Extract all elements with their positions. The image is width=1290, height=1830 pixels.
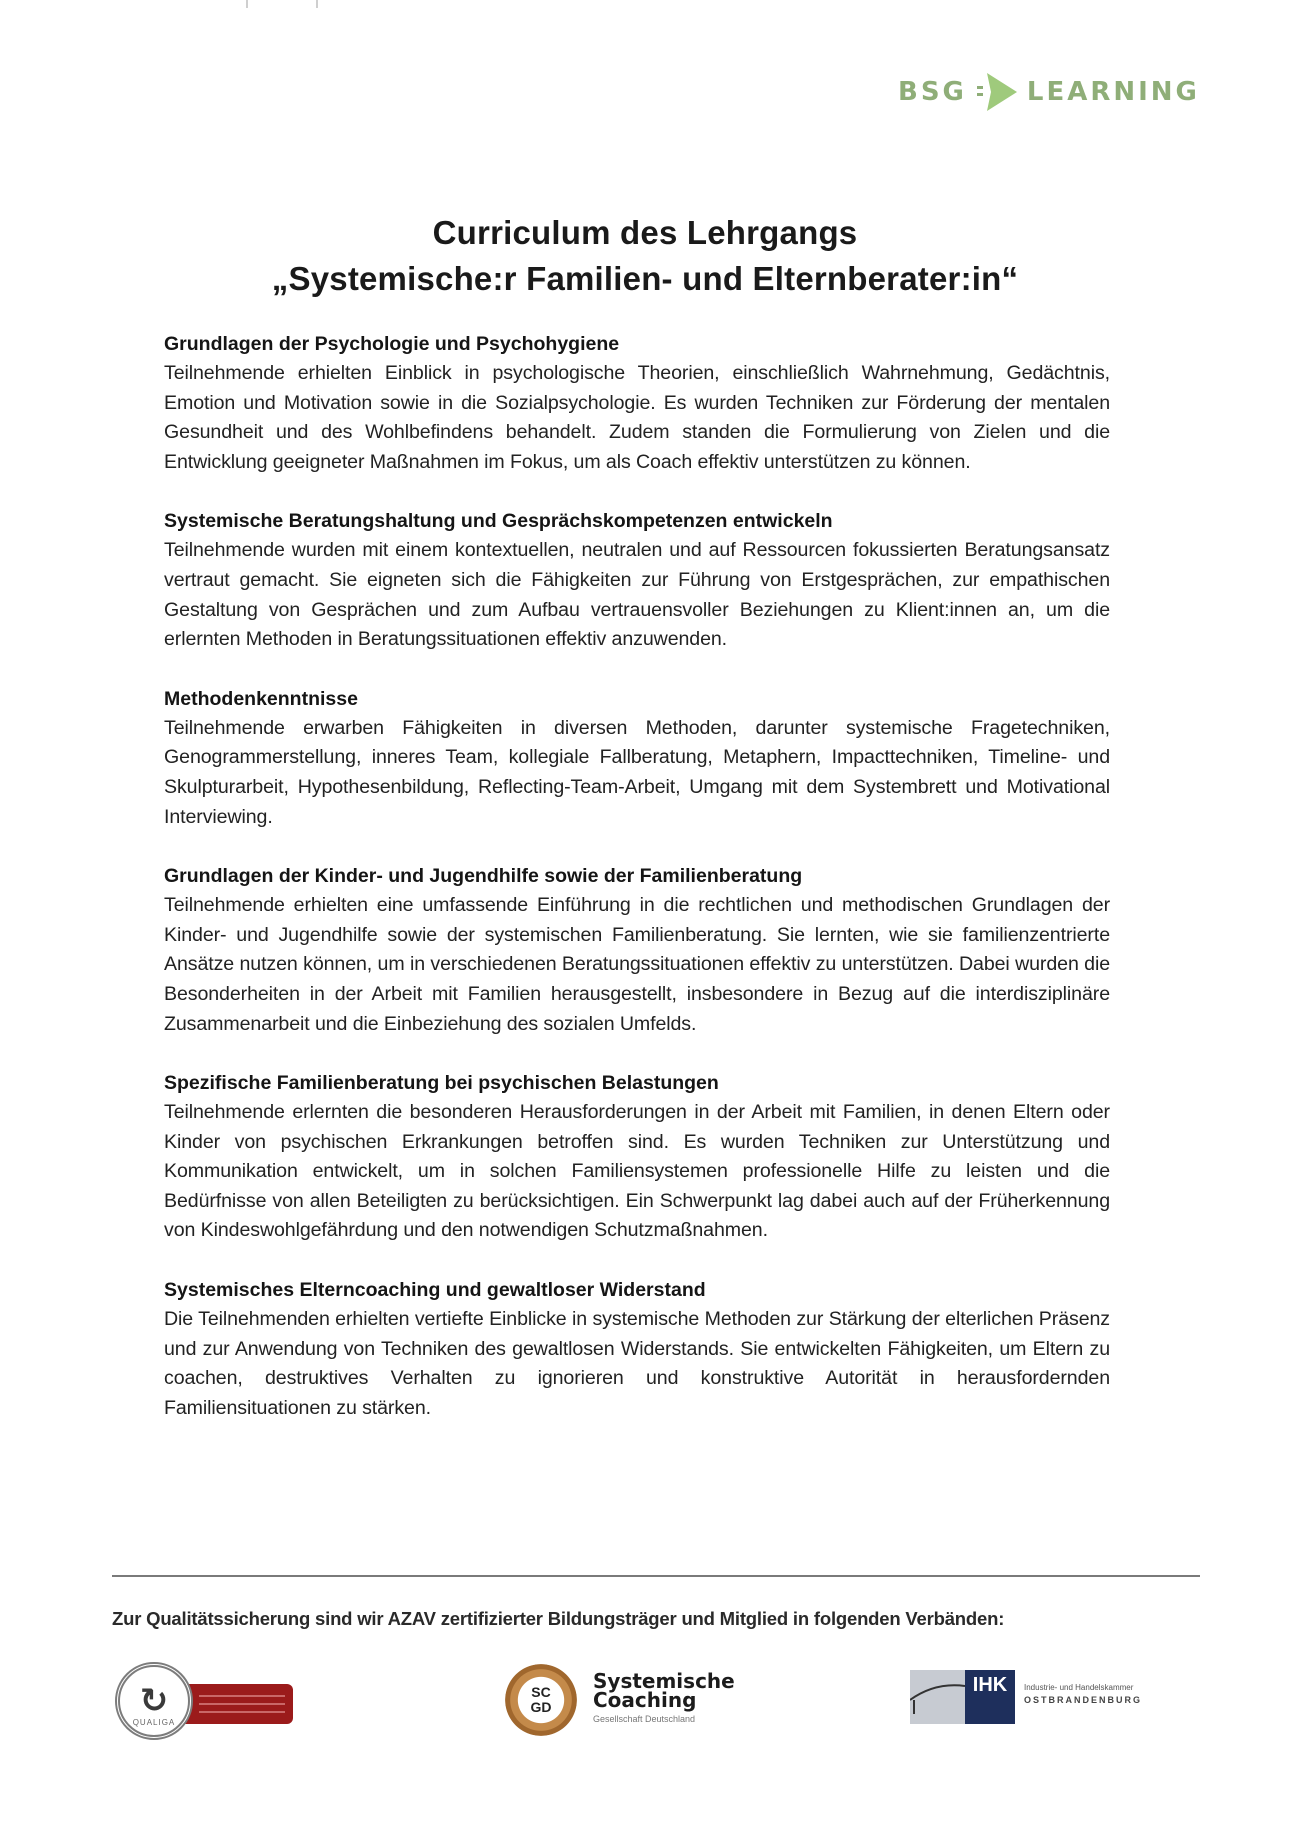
scgd-name-line-1: Systemische — [593, 1669, 735, 1693]
scgd-name — [593, 1669, 735, 1712]
ihk-subtitle — [1024, 1682, 1142, 1707]
scgd-tagline: Gesellschaft Deutschland — [593, 1714, 696, 1724]
title-line-1: Curriculum des Lehrgangs — [432, 214, 858, 251]
qualiga-logo — [115, 1662, 295, 1742]
ihk-sub-line-1: Industrie- und Handelskammer — [1024, 1683, 1134, 1692]
qualiga-q-glyph: ↻ — [139, 1682, 169, 1720]
qualiga-seal-icon — [115, 1662, 193, 1740]
section-heading: Spezifische Familienberatung bei psychischen Belastungen — [164, 1072, 719, 1095]
section-heading: Grundlagen der Psychologie und Psychohygiene — [164, 333, 620, 355]
section-elterncoaching — [164, 1276, 1110, 1423]
bsg-learning-logo — [898, 70, 1200, 114]
scgd-badge-bottom: GD — [530, 1699, 552, 1715]
qualiga-small-text: QUALIGA — [132, 1718, 176, 1727]
ihk-label: IHK — [965, 1670, 1015, 1724]
section-body: Teilnehmende wurden mit einem kontextuellen, neutralen und auf Ressourcen fokussierten Beratungsansatz vertraut gemacht. Sie eigneten sich die Fähigkeiten zur Führung von Erstgesprächen, zur empathischen Gestaltung von Gesprächen und zum Aufbau vertrauensvoller Beziehungen zu Klient:innen an, um die erlernten Methoden in Beratungssituationen effektiv anzuwenden. — [164, 539, 1110, 651]
scgd-name-line-2: Coaching — [593, 1688, 697, 1712]
quality-statement: Zur Qualitätssicherung sind wir AZAV zertifizierter Bildungsträger und Mitglied in folgenden Verbänden: — [112, 1608, 1005, 1629]
scan-mark — [316, 0, 318, 8]
scgd-badge-top: SC — [531, 1684, 551, 1700]
scgd-logo — [505, 1662, 765, 1742]
section-body: Die Teilnehmenden erhielten vertiefte Einblicke in systemische Methoden zur Stärkung der elterlichen Präsenz und zur Anwendung von Techniken des gewaltlosen Widerstands. Sie entwickelten Fähigkeiten, um Eltern zu coachen, destruktives Verhalten zu ignorieren und konstruktive Autorität in herausfordernden Familiensituationen zu stärken. — [164, 1308, 1110, 1419]
section-heading: Systemisches Elterncoaching und gewaltloser Widerstand — [164, 1279, 706, 1302]
play-arrow-icon — [975, 71, 1019, 113]
document-title — [0, 210, 1290, 302]
section-body: Teilnehmende erhielten Einblick in psychologische Theorien, einschließlich Wahrnehmung, Gedächtnis, Emotion und Motivation sowie in die Sozialpsychologie. Es wurden Techniken zur Förderung der mentalen Gesundheit und des Wohlbefindens behandelt. Zudem standen die Formulierung von Zielen und die Entwicklung geeigneter Maßnahmen im Fokus, um als Coach effektiv unterstützen zu können. — [164, 362, 1110, 473]
section-body: Teilnehmende erwarben Fähigkeiten in diversen Methoden, darunter systemische Fragetechniken, Genogrammerstellung, inneres Team, kollegiale Fallberatung, Metaphern, Impacttechniken, Timeline- und Skulpturarbeit, Hypothesenbildung, Reflecting-Team-Arbeit, Umgang mit dem Systembrett und Motivational Interviewing. — [164, 716, 1110, 828]
ihk-sub-line-2: OSTBRANDENBURG — [1024, 1695, 1142, 1705]
section-jugendhilfe — [164, 862, 1110, 1039]
title-line-2: „Systemische:r Familien- und Elternberater:in“ — [271, 260, 1019, 297]
logo-text-bsg: BSG — [898, 77, 967, 107]
ihk-bridge-icon — [910, 1670, 965, 1724]
section-body: Teilnehmende erhielten eine umfassende Einführung in die rechtlichen und methodischen Grundlagen der Kinder- und Jugendhilfe sowie der systemischen Familienberatung. Sie lernten, wie sie familienzentrierte Ansätze nutzen können, um in verschiedenen Beratungssituationen effektiv zu unterstützen. Dabei wurden die Besonderheiten in der Arbeit mit Familien herausgestellt, insbesondere in Bezug auf die interdisziplinäre Zusammenarbeit und die Einbeziehung des sozialen Umfelds. — [164, 894, 1110, 1035]
section-beratungshaltung — [164, 507, 1110, 654]
footer-divider — [112, 1575, 1200, 1577]
curriculum-content — [164, 330, 1110, 1453]
association-logos — [0, 1650, 1290, 1760]
section-heading: Systemische Beratungshaltung und Gesprächskompetenzen entwickeln — [164, 510, 833, 533]
section-heading: Methodenkenntnisse — [164, 687, 358, 710]
ihk-logo — [910, 1670, 1190, 1730]
section-psychologie — [164, 330, 1110, 477]
section-body: Teilnehmende erlernten die besonderen Herausforderungen in der Arbeit mit Familien, in denen Eltern oder Kinder von psychischen Erkrankungen betroffen sind. Es wurden Techniken zur Unterstützung und Kommunikation entwickelt, um in solchen Familiensystemen professionelle Hilfe zu leisten und die Bedürfnisse von allen Beteiligten zu berücksichtigen. Ein Schwerpunkt lag dabei auch auf der Früherkennung von Kindeswohlgefährdung und den notwendigen Schutzmaßnahmen. — [164, 1101, 1110, 1242]
scgd-flower-icon — [505, 1664, 577, 1736]
section-methodenkenntnisse — [164, 685, 1110, 832]
section-heading: Grundlagen der Kinder- und Jugendhilfe sowie der Familienberatung — [164, 865, 803, 888]
section-psychische-belastungen — [164, 1069, 1110, 1246]
scan-mark — [246, 0, 248, 8]
logo-text-learning: LEARNING — [1026, 77, 1200, 107]
